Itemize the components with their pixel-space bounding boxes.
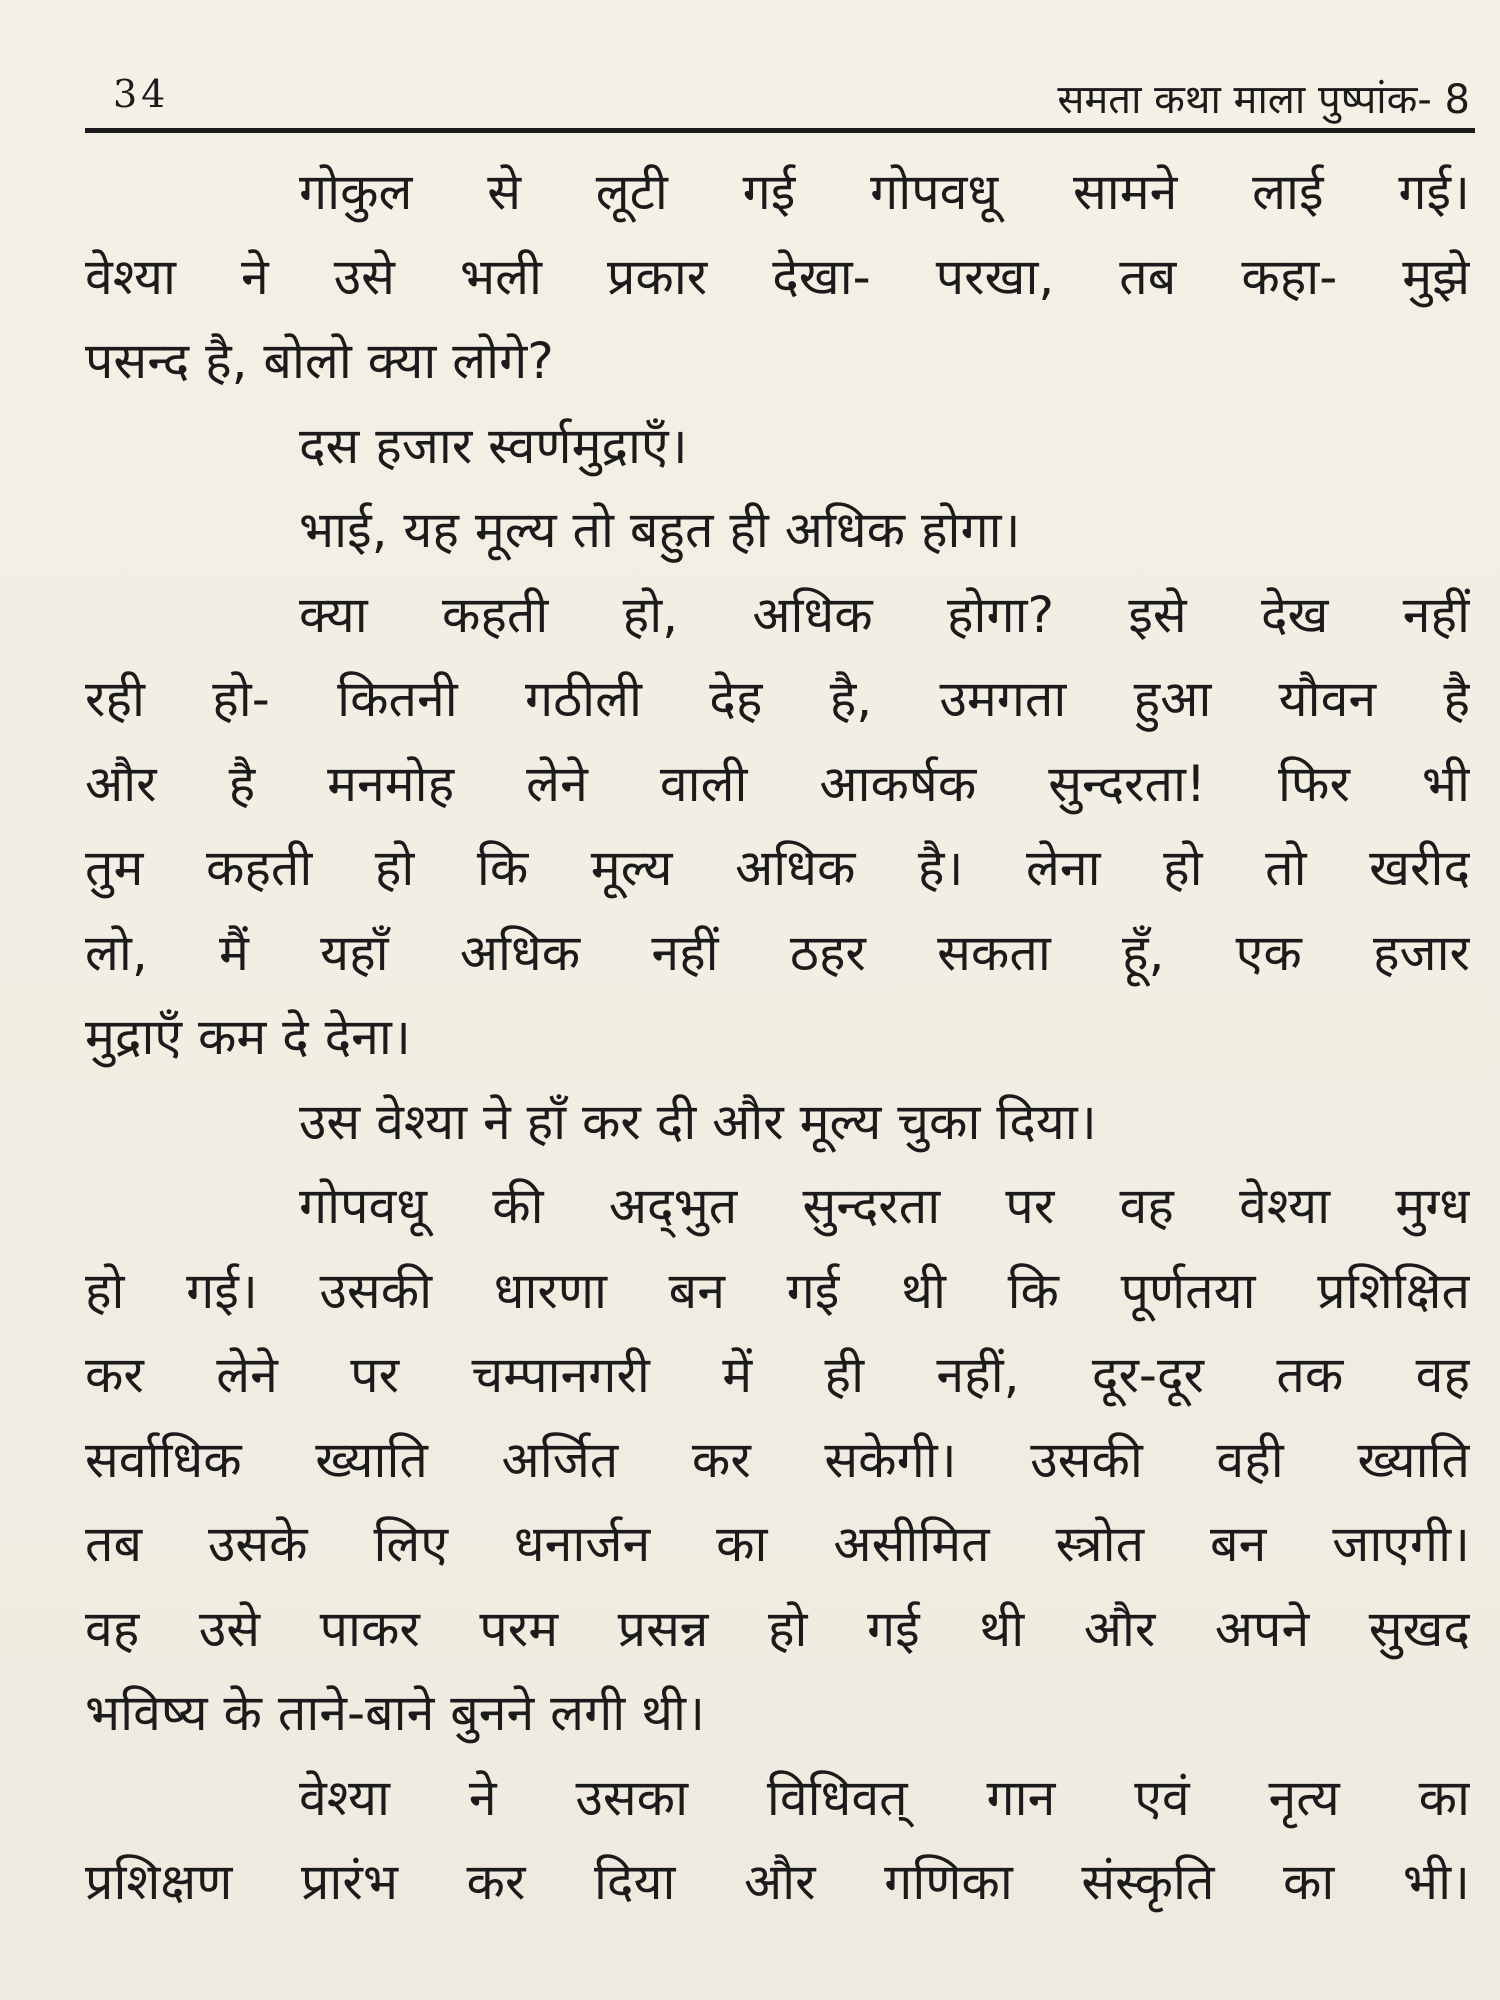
header-rule bbox=[85, 128, 1475, 133]
text-line: वेश्या ने उसे भली प्रकार देखा- परखा, तब कहा- मुझे bbox=[85, 247, 1470, 306]
text-line: भाई, यह मूल्य तो बहुत ही अधिक होगा। bbox=[299, 501, 1021, 559]
text-line: गोपवधू की अद्‌भुत सुन्दरता पर वह वेश्या मुग्ध bbox=[299, 1177, 1470, 1235]
text-line: प्रशिक्षण प्रारंभ कर दिया और गणिका संस्कृति का भी। bbox=[85, 1853, 1470, 1911]
text-line: दस हजार स्वर्णमुद्राएँ। bbox=[299, 416, 688, 475]
text-line: तब उसके लिए धनार्जन का असीमित स्त्रोत बन जाएगी। bbox=[85, 1515, 1470, 1573]
text-line: कर लेने पर चम्पानगरी में ही नहीं, दूर-दूर तक वह bbox=[85, 1346, 1470, 1404]
text-line: मुद्राएँ कम दे देना। bbox=[85, 1008, 411, 1066]
text-line: रही हो- कितनी गठीली देह है, उमगता हुआ यौवन है bbox=[85, 670, 1470, 728]
text-line: उस वेश्या ने हाँ कर दी और मूल्य चुका दिया। bbox=[299, 1092, 1097, 1151]
text-line: वेश्या ने उसका विधिवत् गान एवं नृत्य का bbox=[299, 1768, 1470, 1827]
running-title: समता कथा माला पुष्पांक- 8 bbox=[1057, 77, 1470, 123]
body-text bbox=[85, 150, 1470, 1925]
text-line: क्या कहती हो, अधिक होगा? इसे देख नहीं bbox=[299, 585, 1470, 644]
page-number: 34 bbox=[113, 72, 170, 116]
text-line: लो, मैं यहाँ अधिक नहीं ठहर सकता हूँ, एक हजार bbox=[85, 923, 1470, 982]
text-line: हो गई। उसकी धारणा बन गई थी कि पूर्णतया प्रशिक्षित bbox=[85, 1261, 1470, 1320]
text-line: पसन्द है, बोलो क्या लोगे? bbox=[85, 332, 554, 390]
text-line: और है मनमोह लेने वाली आकर्षक सुन्दरता! फिर भी bbox=[85, 754, 1470, 813]
text-line: भविष्य के ताने-बाने बुनने लगी थी। bbox=[85, 1684, 705, 1742]
text-line: वह उसे पाकर परम प्रसन्न हो गई थी और अपने सुखद bbox=[85, 1599, 1470, 1658]
page-header bbox=[85, 60, 1480, 130]
text-line: गोकुल से लूटी गई गोपवधू सामने लाई गई। bbox=[299, 163, 1470, 221]
text-line: तुम कहती हो कि मूल्य अधिक है। लेना हो तो खरीद bbox=[85, 839, 1470, 897]
text-line: सर्वाधिक ख्याति अर्जित कर सकेगी। उसकी वही ख्याति bbox=[85, 1430, 1470, 1489]
